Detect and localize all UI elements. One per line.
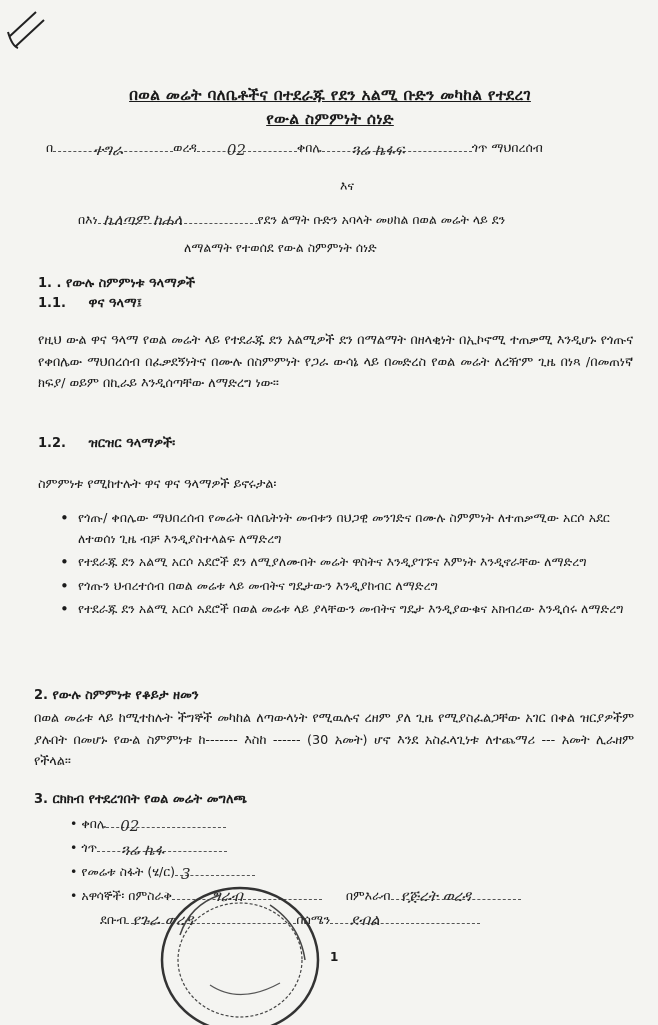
list-item: • የጎጡን ህብረተሰብ በወል መሬቱ ላይ መብትና ግዴታውን እንዲያከብር ለማድረግ bbox=[60, 576, 635, 597]
handwritten-got: ጓሬ ኬፋ bbox=[121, 841, 164, 859]
header-line3-text: የደን ልማት ቡድን አባላት መሀከል በወል መሬት ላይ ደን bbox=[257, 212, 506, 227]
land-boundaries-row: • አዋሳኞች፡ በምስራቅ ግራብ በምእራብ የጅረት ወረዳ bbox=[70, 888, 521, 904]
boundary-north-label: በሰሜን bbox=[296, 912, 331, 927]
land-area-row: • የመሬቱ ስፋት (ሄ/ር) 3 bbox=[70, 864, 255, 880]
list-item: • የተደራጁ ደን አልሚ አርሶ አደሮች ደን ለሚያለሙበት መሬት ዋስትና እንዲያገኙና እምነት እንዲኖራቸው ለማድረግ bbox=[60, 552, 635, 573]
boundary-east-label: አዋሳኞች፡ በምስራቅ bbox=[81, 888, 172, 903]
handwritten-kebele: 02 bbox=[120, 817, 140, 835]
handwritten-kebele-value: ጓሬ ኬፋፍ bbox=[351, 141, 405, 159]
document-title-line2: የውል ስምምነት ሰነድ bbox=[266, 110, 394, 128]
document-title-line1: በወል መሬት ባለቤቶችና በተደራጁ የደን አልሚ ቡድን መካከል የተደረገ bbox=[129, 86, 531, 104]
header-location-line bbox=[46, 140, 543, 159]
section1-1-heading bbox=[38, 296, 142, 311]
section1-heading: 1. . የውሉ ስምምነቱ ዓላማዎች bbox=[38, 276, 196, 291]
handwritten-woreda-value: 02 bbox=[226, 141, 246, 159]
header-line4: ለማልማት የተወሰደ የውል ስምምነት ሰነድ bbox=[184, 240, 377, 255]
handwritten-east: ግራብ bbox=[211, 887, 243, 905]
objectives-list bbox=[60, 508, 635, 623]
header-group-line bbox=[78, 212, 505, 228]
page-number: 1 bbox=[330, 950, 339, 964]
section3-heading: 3. ርክክብ የተደረገበት የወል መሬት መግለጫ bbox=[34, 792, 248, 807]
beinu-label: በእነ bbox=[78, 212, 98, 227]
list-item: • የተደራጁ ደን አልሚ አርሶ አደሮች በወል መሬቱ ላይ ያላቸውን መብትና ግዴታ እንዲያውቁና አክብረው እንዲሰሩ ለማድረግ bbox=[60, 599, 635, 620]
official-stamp bbox=[150, 865, 330, 1025]
boundary-west-label: በምእራብ bbox=[345, 888, 391, 903]
section2-body: በወል መሬቱ ላይ ከሚተከሉት ችግኞች መካከል ለጣውላነት የሚዉሉና ረዘም ያለ ጊዜ የሚያስፈልጋቸው አገር በቀል ዝርያዎችም ያሉበት በመሆኑ የውል ስምምነቱ ከ------- እስከ ------ (30 አመት) ሆኖ እንደ አስፈላጊነቱ ለተጨማሪ --- አመት ሊራዘም የችላል፡፡ bbox=[34, 711, 634, 769]
handwritten-corner-mark bbox=[6, 6, 46, 52]
section1-2-title: ዝርዝር ዓላማዎች፡ bbox=[88, 436, 176, 451]
handwritten-area: 3 bbox=[181, 865, 191, 883]
kebele-label: ቀበሌ bbox=[296, 140, 322, 155]
list-item: • የጎጡ/ ቀበሌው ማህበረሰብ የመሬት ባለቤትነት መብቱን በህጋዊ መንገድና በሙሉ ስምምነት ለተጠቃሚው አርሶ አደር ለተወሰነ ጊዜ ብቻ እንዲያስተላልፍ ለማድረግ bbox=[60, 508, 635, 549]
section1-2-intro: ስምምነቱ የሚከተሉት ዋና ዋና ዓላማዎች ይኖሩታል፡ bbox=[38, 477, 277, 492]
woreda-label: ወረዳ bbox=[173, 140, 197, 155]
section1-1-body: የዚህ ውል ዋና ዓላማ የወል መሬት ላይ የተደራጁ ደን አልሚዎች ደን በማልማት በዘላቂነት በኢኮኖሚ ተጠቃሚ እንዲሆኑ የጎጡና የቀበሌው ማህበረሰብ በፈቃደኝነትና በሙሉ በስምምነት የጋራ ውሳኔ ላይ በመድረስ የወል መሬት ለረዥም ጊዜ በነጻ /በመጠነኛ ክፍያ/ ወይም በኪራይ እንዲሰጣቸው ለማድረግ ነው፡፡ bbox=[38, 333, 633, 391]
handwritten-south: የጉራ ወረዳ bbox=[132, 911, 194, 929]
land-kebele-label: ቀበሌ bbox=[81, 816, 107, 831]
handwritten-north: ደብል bbox=[350, 911, 380, 929]
boundary-south-label: ደቡብ bbox=[100, 912, 127, 927]
got-community-label: ጎጥ ማህበረሰብ bbox=[471, 140, 543, 155]
handwritten-area-value: ተግራ bbox=[93, 141, 123, 159]
land-got-label: ጎጥ bbox=[81, 840, 98, 855]
section1-1-number: 1.1. bbox=[38, 296, 66, 311]
section1-2-number: 1.2. bbox=[38, 436, 66, 451]
land-kebele-row: • ቀበሌ 02 bbox=[70, 816, 226, 832]
section2-heading: 2. የውሉ ስምምነቱ የቆይታ ዘመን bbox=[34, 688, 199, 703]
land-got-row: • ጎጥ ጓሬ ኬፋ bbox=[70, 840, 227, 856]
handwritten-group-name: ኬለጣም ከሐላ bbox=[103, 211, 183, 229]
section1-2-heading bbox=[38, 436, 175, 451]
land-area-label: የመሬቱ ስፋት (ሄ/ር) bbox=[81, 864, 176, 879]
handwritten-west: የጅረት ወረዳ bbox=[400, 887, 471, 905]
section1-1-title: ዋና ዓላማ፤ bbox=[88, 296, 142, 311]
prefix-label: በ bbox=[46, 140, 54, 155]
and-word: እና bbox=[340, 178, 355, 193]
